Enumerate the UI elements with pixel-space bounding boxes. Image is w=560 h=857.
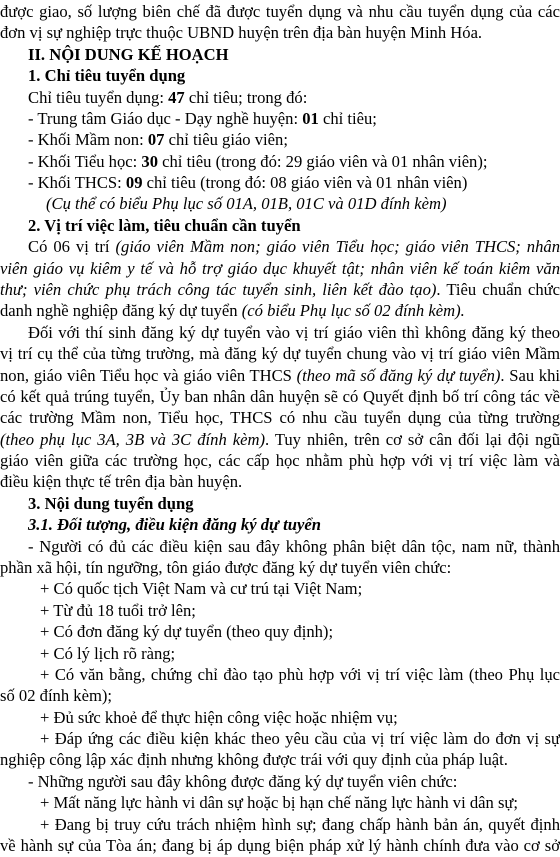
- subsection-heading: 3.1. Đối tượng, điều kiện đăng ký dự tuyển: [28, 515, 321, 534]
- subsection-heading: 3. Nội dung tuyển dụng: [28, 494, 194, 513]
- paragraph-line: số 02 đính kèm);: [0, 686, 112, 705]
- paragraph-line: đơn vị sự nghiệp trực thuộc UBND huyện trên địa bàn huyện Minh Hóa.: [0, 23, 483, 42]
- paragraph-line: phần xã hội, tín ngưỡng, tôn giáo được đăng ký dự tuyển viên chức:: [0, 558, 452, 577]
- paragraph-line: viên giáo vụ kiêm y tế và hỗ trợ giáo dục khuyết tật; nhân viên kế toán kiêm văn: [0, 259, 560, 278]
- paragraph-line: giáo viên giữa các trường học, các cấp học nhằm phù hợp với vị trí việc làm và: [0, 451, 560, 470]
- list-item: + Mất năng lực hành vi dân sự hoặc bị hạn chế năng lực hành vi dân sự;: [40, 793, 519, 812]
- paragraph-line: - Những người sau đây không được đăng ký dự tuyển viên chức:: [28, 772, 458, 791]
- list-item: + Có lý lịch rõ ràng;: [40, 644, 176, 663]
- paragraph-line: thư; viên chức phụ trách công tác tuyển sinh, liên kết đào tạo). Tiêu chuẩn chức: [0, 280, 560, 299]
- list-item: + Đang bị truy cứu trách nhiệm hình sự; đang chấp hành bản án, quyết định: [40, 815, 560, 834]
- subsection-heading: 2. Vị trí việc làm, tiêu chuẩn cần tuyển: [28, 216, 301, 235]
- paragraph-line: nghiệp công lập xác định nhưng không được trái với quy định của pháp luật.: [0, 750, 508, 769]
- paragraph-line: Có 06 vị trí (giáo viên Mầm non; giáo viên Tiểu học; giáo viên THCS; nhân: [28, 237, 560, 256]
- paragraph-line: được giao, số lượng biên chế đã được tuyển dụng và nhu cầu tuyển dụng của các: [0, 2, 560, 21]
- list-item: - Khối Tiểu học: 30 chỉ tiêu (trong đó: 29 giáo viên và 01 nhân viên);: [28, 152, 488, 171]
- list-item: + Có đơn đăng ký dự tuyển (theo quy định);: [40, 622, 334, 641]
- list-item: + Có văn bằng, chứng chỉ đào tạo phù hợp với vị trí việc làm (theo Phụ lục: [40, 665, 560, 684]
- paragraph-line: vị trí cụ thể của từng trường, mà đăng ký dự tuyển chung vào vị trí giáo viên Mầm: [0, 344, 560, 363]
- section-heading: II. NỘI DUNG KẾ HOẠCH: [28, 45, 229, 64]
- appendix-note: (Cụ thể có biểu Phụ lục số 01A, 01B, 01C và 01D đính kèm): [46, 194, 447, 213]
- paragraph-line: điều kiện thực tế trên địa bàn huyện.: [0, 472, 243, 491]
- paragraph-line: có kết quả trúng tuyển, Ủy ban nhân dân huyện sẽ có Quyết định bố trí công tác về: [0, 387, 560, 406]
- paragraph-line: (theo phụ lục 3A, 3B và 3C đính kèm). Tuy nhiên, trên cơ sở cân đối lại đội ngũ: [0, 430, 560, 449]
- list-item: + Có quốc tịch Việt Nam và cư trú tại Việt Nam;: [40, 579, 363, 598]
- paragraph-line: - Người có đủ các điều kiện sau đây không phân biệt dân tộc, nam nữ, thành: [28, 537, 560, 556]
- list-item: + Đủ sức khoẻ để thực hiện công việc hoặc nhiệm vụ;: [40, 708, 398, 727]
- list-item: + Đáp ứng các điều kiện khác theo yêu cầu của vị trí việc làm do đơn vị sự: [40, 729, 560, 748]
- list-item: + Từ đủ 18 tuổi trở lên;: [40, 601, 196, 620]
- list-item: - Trung tâm Giáo dục - Dạy nghề huyện: 01 chỉ tiêu;: [28, 109, 377, 128]
- paragraph-line: Chỉ tiêu tuyển dụng: 47 chỉ tiêu; trong đó:: [28, 88, 308, 107]
- paragraph-line: danh nghề nghiệp đăng ký dự tuyển (có biểu Phụ lục số 02 đính kèm).: [0, 301, 465, 320]
- paragraph-line: về hành sự của Tòa án; đang bị áp dụng biện pháp xử lý hành chính đưa vào cơ sở: [0, 836, 560, 855]
- list-item: - Khối Mầm non: 07 chỉ tiêu giáo viên;: [28, 130, 288, 149]
- paragraph-line: các trường Mầm non, Tiểu học, THCS có nhu cầu tuyển dụng của từng trường: [0, 408, 560, 427]
- paragraph-line: Đối với thí sinh đăng ký dự tuyển vào vị trí giáo viên thì không đăng ký theo: [28, 323, 560, 342]
- paragraph-line: non, giáo viên Tiểu học và giáo viên THCS (theo mã số đăng ký dự tuyển). Sau khi: [0, 366, 560, 385]
- list-item: - Khối THCS: 09 chỉ tiêu (trong đó: 08 giáo viên và 01 nhân viên): [28, 173, 468, 192]
- subsection-heading: 1. Chỉ tiêu tuyển dụng: [28, 66, 186, 85]
